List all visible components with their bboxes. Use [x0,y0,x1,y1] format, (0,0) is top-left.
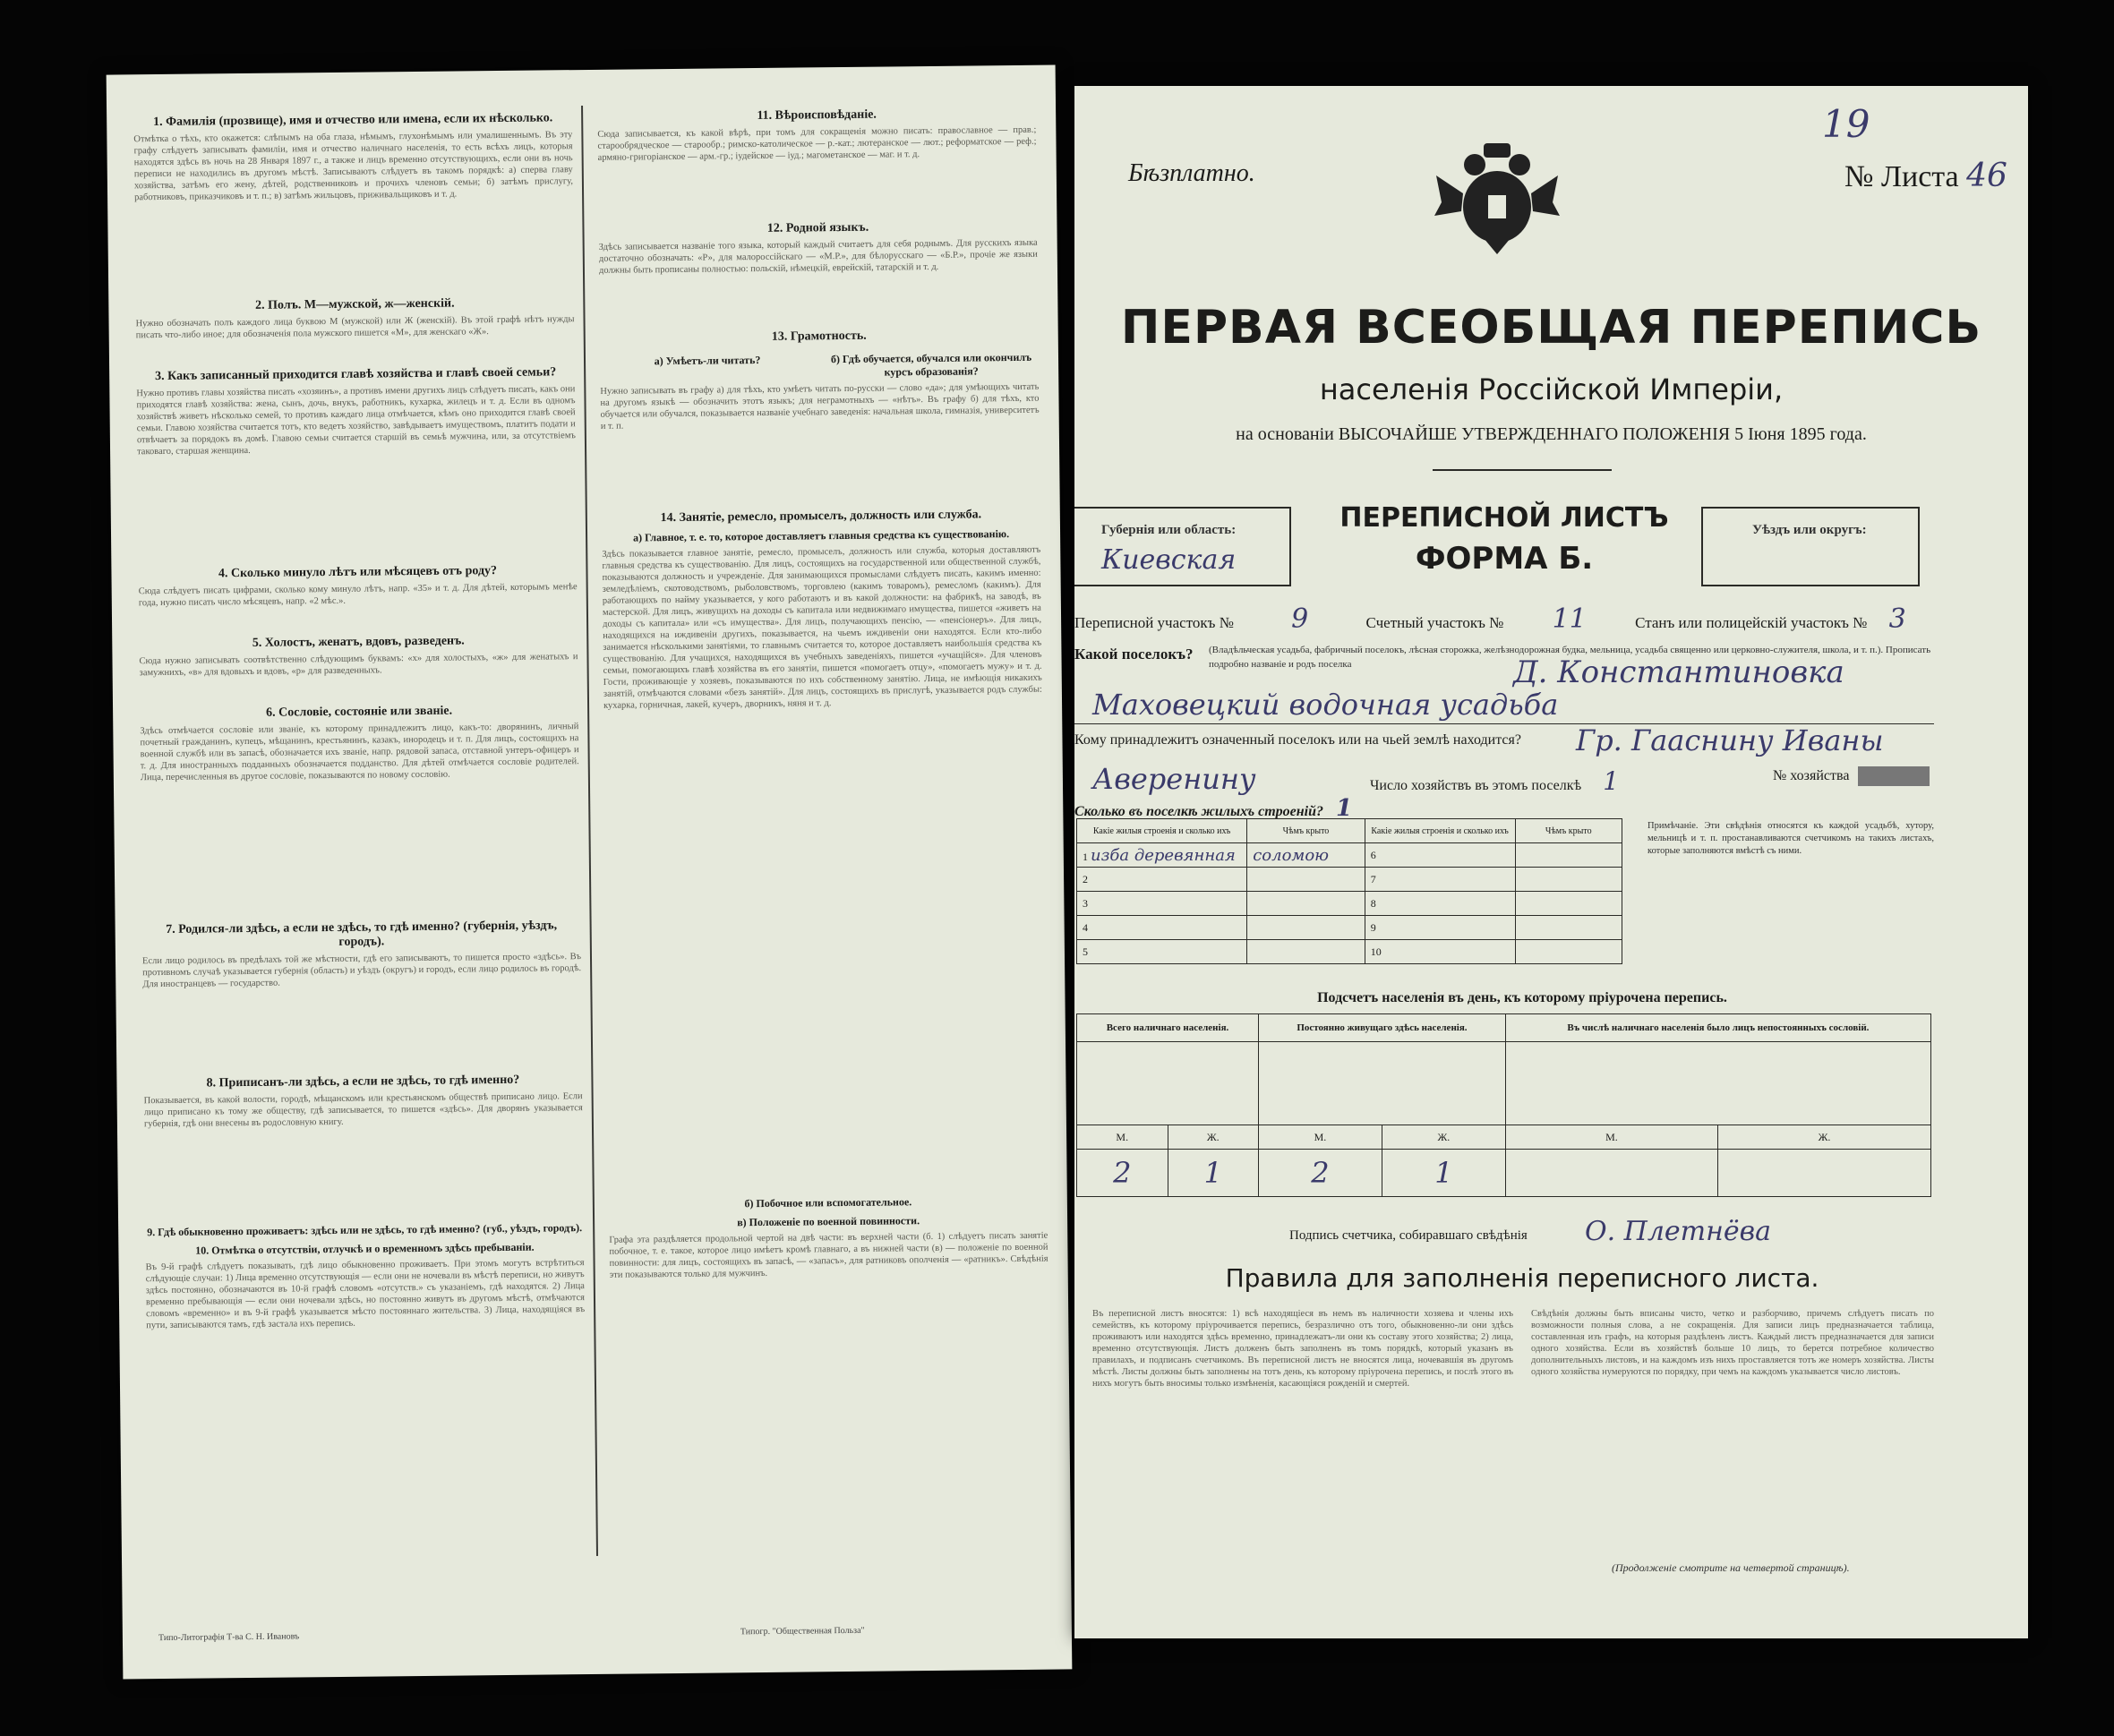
mf-header: Ж. [1168,1125,1259,1150]
count-perm-f: 1 [1382,1150,1505,1197]
count-desc-cell [1505,1042,1930,1125]
right-page [1074,86,2028,1638]
rules-text-left: Въ переписной листъ вносятся: 1) всѣ находящіеся въ немъ въ наличности хозяева и члены ихъ семействъ, къ которому пріурочивается перепись, безразлично отъ того, обыкновенно-ли они здѣсь проживаютъ или находятся здѣсь временно, принадлежатъ-ли они къ составу этого хозяйства; 2) лица, временно отсутствующія. Листъ долженъ быть заполненъ въ томъ порядкѣ, который указанъ въ правилахъ, и подписанъ счетчикомъ. Въ переписной листъ не вносятся лица, ночевавшія въ другомъ мѣстѣ. Листы должны быть заполнены на тотъ день, къ которому пріурочена перепись, и послѣ этого въ нихъ могутъ быть вносимы только измѣненія, касающіяся рожденій и смертей. [1092,1309,1513,1389]
bldg-cell: 9 [1365,916,1515,940]
text-block: Нужно обозначать полъ каждого лица буквою М (мужской) или Ж (женскій). Въ этой графѣ нѣтъ нужды писать что-либо иное; для обозначенія пола мужского пишется «М», для женскаго «Ж». [135,314,575,341]
text-block: Въ 9-й графѣ слѣдуетъ показывать, гдѣ лицо обыкновенно проживаетъ. При этомъ могутъ встрѣтиться слѣдующіе случаи: 1) Лица временно отсутствующія — если они не ночевали въ мѣстѣ переписи, но живутъ здѣсь постоянно, обозначаются въ 10-й графѣ словомъ «отсутств.» съ указаніемъ, гдѣ находятся. 2) Лица временно пребывающія — если они ночевали здѣсь, но постоянно живутъ въ другомъ мѣстѣ, отмѣчаются словомъ «временно» и въ 9-й графѣ указывается мѣсто постояннаго жительства. 3) Лица, находящіяся въ пути, записываются тамъ, гдѣ застала ихъ перепись. [145,1258,586,1331]
sheet-number-handwritten: 46 [1966,158,2007,194]
bldg-cell: 2 [1077,868,1247,892]
text-block: Сюда слѣдуетъ писать цифрами, сколько кому минуло лѣтъ, напр. «35» и т. д. Для дѣтей, которымъ менѣе года, нужно писать число мѣсяцевъ, напр. «2 мѣс.». [138,582,578,609]
owner-label: Кому принадлежитъ означенный поселокъ или на чьей землѣ находится? [1074,732,1521,748]
count-desc-cell [1077,1042,1259,1125]
section-heading: 5. Холостъ, женатъ, вдовъ, разведенъ. [252,634,465,650]
sign-label: Подпись счетчика, собиравшаго свѣдѣнія [1289,1228,1528,1243]
mf-header: М. [1077,1125,1168,1150]
count-col-total: Всего наличнаго населенія. [1077,1014,1259,1042]
text-block: Отмѣтка о тѣхъ, кто окажется: слѣпымъ на оба глаза, нѣмымъ, глухонѣмымъ или умалишеннымъ. Въ эту графу слѣдуетъ записывать фамиліи, имя и отчество наличнаго населенія, то есть всѣхъ лицъ, которыя находятся здѣсь въ ночь на 28 Января 1897 г., а также и лицъ временно отсутствующихъ, если они въ ночь переписи не находились въ другомъ мѣстѣ. Записываютъ слѣдуетъ въ такомъ порядкѣ: а) сперва главу хозяйства, затѣмъ его жену, дѣтей, родственниковъ и прочихъ членовъ семьи; б) затѣмъ прислугу, работниковъ, приказчиковъ и т. п.; в) затѣмъ жильцовъ, приживальщиковъ и т. д. [133,130,573,203]
bldg-cell [1247,940,1365,964]
census-basis: на основаніи ВЫСОЧАЙШЕ УТВЕРЖДЕННАГО ПОЛОЖЕНІЯ 5 Іюня 1895 года. [1236,424,1867,444]
section-heading: а) Главное, т. е. то, которое доставляетъ главныя средства къ существованію. [633,527,1010,544]
count-total-f: 1 [1168,1150,1259,1197]
mf-header: М. [1505,1125,1717,1150]
table-row [1077,916,1622,940]
bldg-cell [1247,916,1365,940]
household-no-label: № хозяйства [1773,768,1850,783]
sheet-number-label: № Листа 46 [1844,158,2007,194]
bldg-cell: 7 [1365,868,1515,892]
free-label: Бѣзплатно. [1128,159,1255,187]
section-heading: 4. Сколько минуло лѣтъ или мѣсяцевъ отъ роду? [218,564,498,581]
mf-header: М. [1259,1125,1382,1150]
section-heading: 7. Родился-ли здѣсь, а если не здѣсь, то гдѣ именно? (губернія, уѣздъ, городъ). [166,919,558,949]
bldg-cell [1247,892,1365,916]
bldg-cell: 10 [1365,940,1515,964]
section-heading: 3. Какъ записанный приходится главѣ хозяйства и главѣ своей семьи? [154,365,557,384]
text-block: Нужно записывать въ графу а) для тѣхъ, кто умѣетъ читать по-русски — слово «да»; для умѣющихъ читать на другомъ языкѣ — обозначить этотъ языкъ; для неграмотныхъ — «нѣтъ». Въ графу б) для тѣхъ, кто обучается или обучался, показывается названіе учебнаго заведенія: начальная школа, гимназія, университетъ и т. п. [600,381,1040,432]
count-col-temporary: Въ числѣ наличнаго населенія было лицъ непостоянныхъ сословій. [1505,1014,1930,1042]
bldg-cell [1515,916,1622,940]
table-row [1077,892,1622,916]
text-block: Сюда записывается, къ какой вѣрѣ, при томъ для сокращенія можно писать: православное — прав.; старообрядческое — старообр.; римско-католическое — р.-кат.; лютеранское — лют.; реформатское — реф.; армяно-григоріанское — арм.-гр.; іудейское — іуд.; магометанское — маг. и т. д. [597,124,1037,163]
bldg-cell: 1 изба деревянная [1077,843,1247,868]
section-heading: 9. Гдѣ обыкновенно проживаетъ: здѣсь или не здѣсь, то гдѣ именно? (губ., уѣздъ, городъ). [147,1221,583,1239]
rules-title: Правила для заполненія переписного листа. [1225,1263,1819,1293]
section-heading: 12. Родной языкъ. [766,220,869,235]
text-block: Если лицо родилось въ предѣлахъ той же мѣстности, гдѣ его записываютъ, то пишется просто «здѣсь». Въ противномъ случаѣ указывается губернія (область) и уѣздъ (округъ) и городъ, если лицо родилось въ городѣ. Для иностранцевъ — государство. [141,952,582,990]
population-count-table [1076,1013,1931,1197]
text-block: Здѣсь записывается названіе того языка, который каждый считаетъ для себя роднымъ. Для русскихъ языка достаточно обозначать: «Р», для малороссійскаго — «М.Р.», для бѣлорусскаго — «Б.Р.», прочіе же языки должны быть прописаны полностью: польскій, нѣмецкій, еврейскій, татарскій и т. д. [598,237,1038,276]
stan-value: 3 [1888,603,1906,635]
table-row [1077,940,1622,964]
bldg-cell [1515,892,1622,916]
section-heading: б) Побочное или вспомогательное. [744,1195,912,1210]
bldg-cell: 6 [1365,843,1515,868]
table-row [1077,1150,1931,1197]
left-page [107,64,1073,1679]
gubernia-label: Губернія или область: [1101,523,1237,537]
table-row [1077,843,1622,868]
bldg-cell [1247,868,1365,892]
uezd-label: Уѣздъ или округъ: [1752,523,1867,537]
buildings-row: Сколько въ поселкѣ жилыхъ строеній? 1 [1074,795,1361,822]
count-temp-m [1505,1150,1717,1197]
text-block: Графа эта раздѣляется продольной чертой на двѣ части: въ верхней части (б. 1) слѣдуетъ писать занятіе побочное, т. е. такое, которое лицо имѣетъ кромѣ главнаго, а въ нижней части (в) — положеніе по военной повинности: для лицъ, состоящихъ въ запасѣ, — «запасъ», для ратниковъ ополченія — «ратникъ». Свѣдѣнія эти показываются только для мужчинъ. [609,1230,1048,1280]
section-heading: 13. Грамотность. [771,329,867,344]
bldg-col-roof: Чѣмъ крыто [1247,819,1365,843]
left-column-1 [133,106,587,1571]
section-heading: в) Положеніе по военной повинности. [737,1214,920,1229]
bldg-cell: 4 [1077,916,1247,940]
double-headed-eagle-emblem [1434,140,1560,256]
row1-roof: соломою [1247,843,1365,868]
imprint-left: Типо-Литографія Т-ва С. Н. Ивановъ [158,1631,300,1644]
list-title: ПЕРЕПИСНОЙ ЛИСТЪ [1339,502,1669,534]
section-heading: 14. Занятіе, ремесло, промыселъ, должность или служба. [660,508,982,526]
text-block: Показывается, въ какой волости, городѣ, мѣщанскомъ или крестьянскомъ обществѣ приписано лицо. Если лицо приписано къ тому же обществу, гдѣ записывается, то пишется «здѣсь». Для дворянъ указывается губернія, гдѣ они внесены въ родословную книгу. [143,1091,583,1130]
section-heading: 2. Полъ. М—мужской, ж—женскій. [255,296,455,312]
section-heading: 1. Фамилія (прозвище), имя и отчество или имена, если их нѣсколько. [153,111,553,130]
rules-continued: (Продолженіе смотрите на четвертой страницѣ). [1612,1561,1850,1574]
section-heading: 8. Приписанъ-ли здѣсь, а если не здѣсь, то гдѣ именно? [206,1073,520,1090]
section-heading: 11. Вѣроисповѣданіе. [757,107,877,123]
bldg-cell [1515,940,1622,964]
mf-header: Ж. [1382,1125,1505,1150]
text-block: Здѣсь отмѣчается сословіе или званіе, къ которому принадлежитъ лицо, какъ-то: дворянинъ, личный почетный гражданинъ, купецъ, мѣщанинъ, крестьянинъ, казакъ, инородецъ и т. п. Для лицъ, состоящихъ на военной службѣ или въ запасѣ, обозначается ихъ званіе, напр. рядовой запаса, отставной унтеръ-офицеръ и т. д. Для иностранныхъ подданныхъ обозначается подданство. Для дѣтей отмѣчается сословіе родителей. Лица, перечисленныя въ другое сословіе, показываются по новому сословію. [140,722,579,783]
uchastok-value: 9 [1291,603,1309,635]
poselok-label: Какой поселокъ? [1074,646,1194,663]
bldg-col-kind: Какіе жилыя строенія и сколько ихъ [1077,819,1247,843]
bldg-col-roof-2: Чѣмъ крыто [1515,819,1622,843]
mf-header: Ж. [1717,1125,1930,1150]
buildings-value: 1 [1336,795,1353,822]
count-perm-m: 2 [1259,1150,1382,1197]
count-desc-cell [1259,1042,1506,1125]
section-heading: б) Гдѣ обучается, обучался или окончилъ курсъ образованія? [830,350,1032,379]
buildings-table [1076,818,1622,964]
count-temp-f [1717,1150,1930,1197]
bldg-col-kind-2: Какіе жилыя строенія и сколько ихъ [1365,819,1515,843]
sign-value: О. Плетнёва [1585,1216,1771,1247]
poselok-value-2: Маховецкий водочная усадьба [1092,688,1559,722]
text-block: Сюда нужно записывать соотвѣтственно слѣдующимъ буквамъ: «х» для холостыхъ, «ж» для женатыхъ и замужнихъ, «в» для вдовыхъ и вдовъ, «р» для разведенныхъ. [139,652,578,679]
imprint-right: Типогр. "Общественная Польза" [740,1625,865,1638]
bldg-cell: 8 [1365,892,1515,916]
uezd-box [1701,507,1920,586]
census-title: ПЕРВАЯ ВСЕОБЩАЯ ПЕРЕПИСЬ [1120,301,1982,355]
poselok-value: Д. Константиновка [1513,654,1844,690]
bldg-cell: 3 [1077,892,1247,916]
sheet-number-top: 19 [1822,102,1870,146]
rules-text-right: Свѣдѣнія должны быть вписаны чисто, четко и разборчиво, причемъ слѣдуетъ писать по возможности полныя слова, а не сокращенія. Для записи лицъ предназначается таблица, составленная изъ графъ, на которыя раздѣленъ листъ. Каждый листъ предназначается для записи одного хозяйства. Если въ хозяйствѣ больше 10 лицъ, то берется потребное количество дополнительныхъ листовъ, и на каждомъ изъ нихъ проставляется тотъ же номеръ хозяйства. Листы одного хозяйства нумеруются по порядку, при чемъ на каждомъ указывается число листовъ. [1531,1309,1934,1377]
bldg-cell [1515,843,1622,868]
count-total-m: 2 [1077,1150,1168,1197]
households-value: 1 [1603,766,1620,796]
census-subtitle: населенія Россійской Имперіи, [1319,372,1784,406]
text-block: Нужно противъ главы хозяйства писать «хозяинъ», а противъ имени другихъ лицъ слѣдуетъ писать, какъ они приходятся главѣ хозяйства: жена, сынъ, дочь, внукъ, работникъ, кухарка, жилецъ и т. д. Если въ одномъ хозяйствѣ живетъ нѣсколько семей, то противъ каждаго лица отмѣчается, кѣмъ оно приходится главѣ своей семьи. Главою хозяйства считается тотъ, кто ведетъ хозяйство, завѣдываетъ имуществомъ, платитъ подати и отвѣчаетъ за порядокъ въ домѣ. Главою семьи считается старшій въ семьѣ мужчина, или, за отсутствіемъ таковаго, старшая женщина. [136,384,576,458]
gubernia-box [1074,507,1291,586]
poselok-hint: (Владѣльческая усадьба, фабричный поселокъ, лѣсная сторожка, желѣзнодорожная будка, мельница, усадьба священно или церковно-служителя, школа, и т. п.). Прописать подробно названіе и родъ поселка [1209,645,1931,670]
left-column-2 [597,101,1051,1567]
section-heading: 10. Отмѣтка о отсутствіи, отлучкѣ и о временномъ здѣсь пребываніи. [195,1240,535,1257]
count-col-permanent: Постоянно живущаго здѣсь населенія. [1259,1014,1506,1042]
owner-value: Гр. Гааснину Иваны [1576,723,1884,757]
literacy-subheads [600,346,1039,386]
title-rule [1433,469,1612,471]
count-title: Подсчетъ населенія въ день, къ которому пріурочена перепись. [1317,990,1727,1005]
bldg-cell [1515,868,1622,892]
households-row: Число хозяйствъ въ этомъ поселкѣ 1 [1370,766,1637,796]
table-row [1077,868,1622,892]
schetny-value: 11 [1552,603,1587,635]
section-heading: а) Умѣетъ-ли читать? [654,353,761,368]
household-no-redacted [1858,766,1930,786]
section-heading: 6. Сословіе, состояніе или званіе. [266,704,453,720]
row1-kind: изба деревянная [1091,845,1236,865]
gubernia-value: Киевская [1101,544,1237,576]
buildings-note: Примѣчаніе. Эти свѣдѣнія относятся къ каждой усадьбѣ, хутору, мельницѣ и т. п. простанавливаются счетчикомъ на такихъ листахъ, которые заполняются вмѣстѣ съ ними. [1648,821,1934,856]
text-block: Здѣсь показывается главное занятіе, ремесло, промыселъ, должность или служба, которыя доставляютъ главныя средства къ существованію. Для лицъ, состоящихъ на государственной или общественной службѣ, показываются должность и учрежденіе. Для занимающихся промыслами слѣдуетъ писать, какимъ именно: земледѣліемъ, скотоводствомъ, рыболовствомъ, торговлею (какимъ товаромъ), ремесломъ (какимъ). Для работающихъ по найму указывается, у кого работаютъ и въ какой должности: на фабрикѣ, на заводѣ, въ мастерской. Для лицъ, живущихъ на доходы съ капитала или недвижимаго имущества, пишется «живетъ на доходы съ капитала» или «съ имущества». Для лицъ, получающихъ пенсію, — «пенсіонеръ». Для лицъ, находящихся на иждивеніи другихъ, показывается, на чьемъ иждивеніи они находятся. Если кто-либо занимается нѣсколькими занятіями, то главнымъ считается то, которое доставляетъ наибольшія средства къ существованію. Для учащихся, находящихся въ учебныхъ заведеніяхъ, пишется «учащійся». Для членовъ семьи, помогающихъ главѣ хозяйства въ его занятіи, пишется «помогаетъ отцу», «помогаетъ мужу» и т. д. Гости, проживающіе у хозяевъ, показываются по ихъ собственному занятію. Лица, не имѣющія никакихъ занятій, отмѣчаются словами «безъ занятій». Для лицъ, состоящихъ въ прислугѣ, указывается родъ службы: кухарка, горничная, лакей, кучеръ, дворникъ, няня и т. д. [602,544,1042,711]
bldg-cell: 5 [1077,940,1247,964]
owner-value-2: Аверенину [1092,762,1256,796]
uchastok-row: Переписной участокъ № 9 Счетный участокъ № 11 Станъ или полицейскій участокъ № 3 [1074,603,1924,635]
form-title: ФОРМА Б. [1415,541,1594,577]
